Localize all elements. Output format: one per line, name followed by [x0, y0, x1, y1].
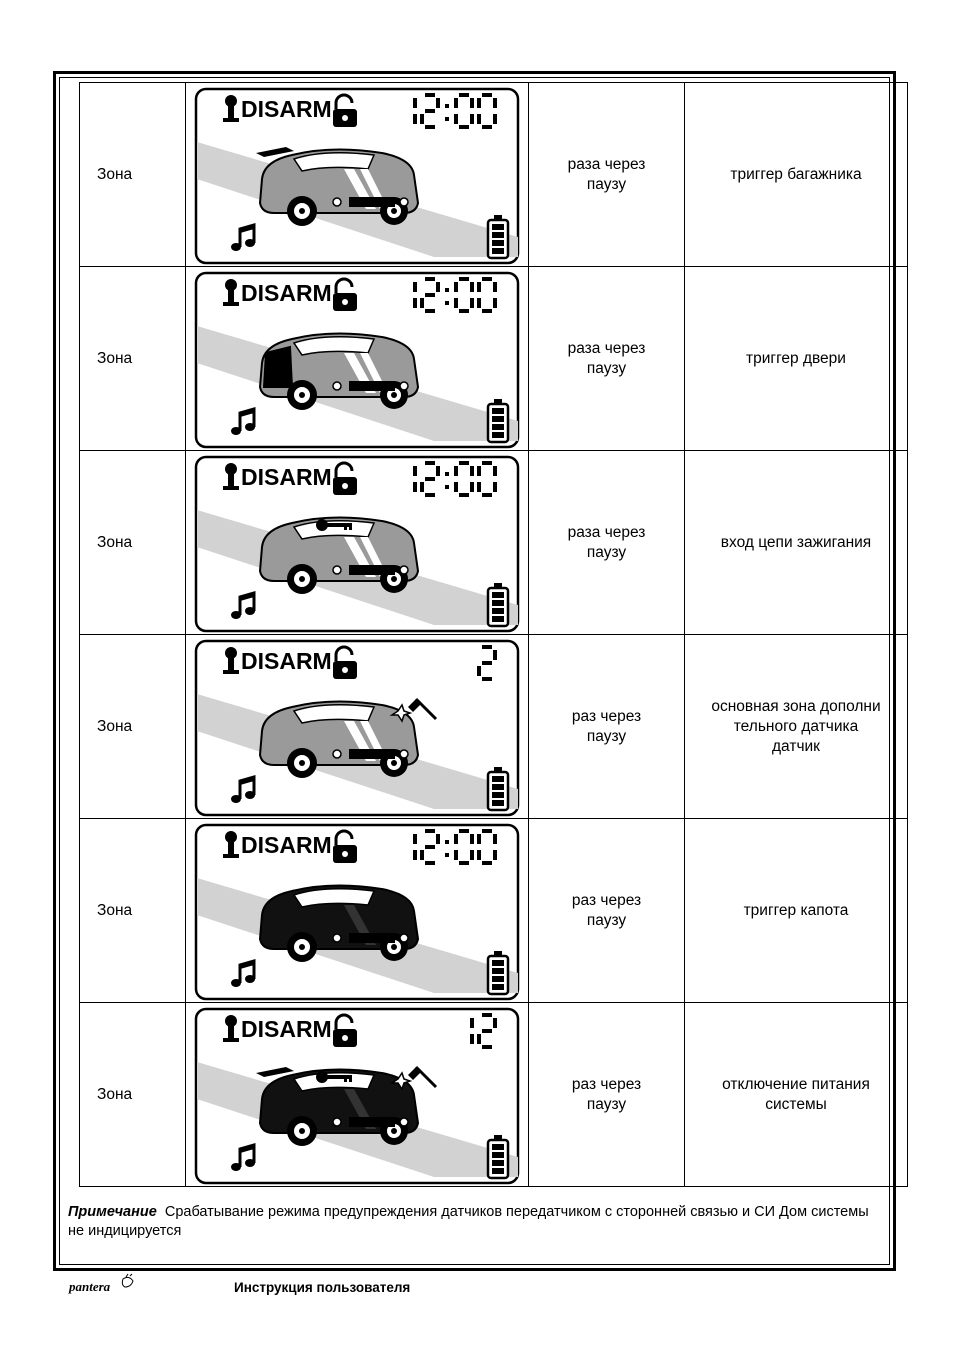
lcd-display — [194, 271, 520, 449]
zone-description: триггер капота — [743, 901, 849, 919]
zone-description-cell — [685, 451, 908, 635]
signal-count: раза через паузу — [567, 523, 646, 561]
zone-description: триггер двери — [746, 349, 846, 367]
zone-row — [80, 635, 908, 819]
signal-count: раз через паузу — [571, 707, 642, 745]
zone-label: Зона — [80, 819, 186, 1003]
lcd-display — [194, 639, 520, 817]
lcd-display — [194, 455, 520, 633]
signal-count: раза через паузу — [567, 339, 646, 377]
zone-row — [80, 83, 908, 267]
note-text: Срабатывание режима предупреждения датчиков передатчиком с сторонней связью и СИ Дом системы не индицируется — [68, 1204, 869, 1239]
logo-text: pantera — [69, 1279, 111, 1294]
battery-icon — [488, 215, 508, 258]
signal-count: раз через паузу — [571, 1075, 642, 1113]
battery-icon — [488, 399, 508, 442]
mode-label: DISARM — [241, 1015, 332, 1042]
battery-icon — [488, 583, 508, 626]
zone-row — [80, 267, 908, 451]
signal-count: раз через паузу — [571, 891, 642, 929]
zone-description-cell — [685, 819, 908, 1003]
footer-title: Инструкция пользователя — [234, 1280, 411, 1295]
zone-label: Зона — [80, 451, 186, 635]
lcd-display — [194, 823, 520, 1001]
mode-label: DISARM — [241, 279, 332, 306]
zone-description: отключение питания системы — [722, 1075, 870, 1113]
zone-display-cell — [186, 451, 529, 635]
zone-row — [80, 451, 908, 635]
zone-description-cell — [685, 267, 908, 451]
signal-count-cell — [529, 451, 685, 635]
zone-label: Зона — [80, 83, 186, 267]
zone-description-cell — [685, 635, 908, 819]
signal-count-cell — [529, 635, 685, 819]
zone-label: Зона — [80, 635, 186, 819]
mode-label: DISARM — [241, 95, 332, 122]
zone-display-cell — [186, 819, 529, 1003]
lcd-display — [194, 1007, 520, 1185]
signal-count-cell — [529, 1003, 685, 1187]
mode-label: DISARM — [241, 831, 332, 858]
pantera-logo — [68, 1273, 148, 1304]
battery-icon — [488, 1135, 508, 1178]
zone-display-cell — [186, 267, 529, 451]
zone-label: Зона — [80, 1003, 186, 1187]
zone-description: вход цепи зажигания — [720, 533, 872, 551]
note-label: Примечание — [68, 1204, 157, 1220]
signal-count: раза через паузу — [567, 155, 646, 193]
battery-icon — [488, 951, 508, 994]
zone-row — [80, 819, 908, 1003]
lcd-display — [194, 87, 520, 265]
zone-description: триггер багажника — [730, 165, 862, 183]
mode-label: DISARM — [241, 647, 332, 674]
zone-description: основная зона дополни тельного датчика датчик — [711, 697, 881, 755]
zone-display-cell — [186, 83, 529, 267]
mode-label: DISARM — [241, 463, 332, 490]
zone-display-cell — [186, 1003, 529, 1187]
zone-label: Зона — [80, 267, 186, 451]
note — [68, 1203, 888, 1241]
zone-description-cell — [685, 83, 908, 267]
battery-icon — [488, 767, 508, 810]
signal-count-cell — [529, 819, 685, 1003]
zones-table — [79, 82, 908, 1187]
zone-description-cell — [685, 1003, 908, 1187]
signal-count-cell — [529, 267, 685, 451]
signal-count-cell — [529, 83, 685, 267]
zone-row — [80, 1003, 908, 1187]
zone-display-cell — [186, 635, 529, 819]
